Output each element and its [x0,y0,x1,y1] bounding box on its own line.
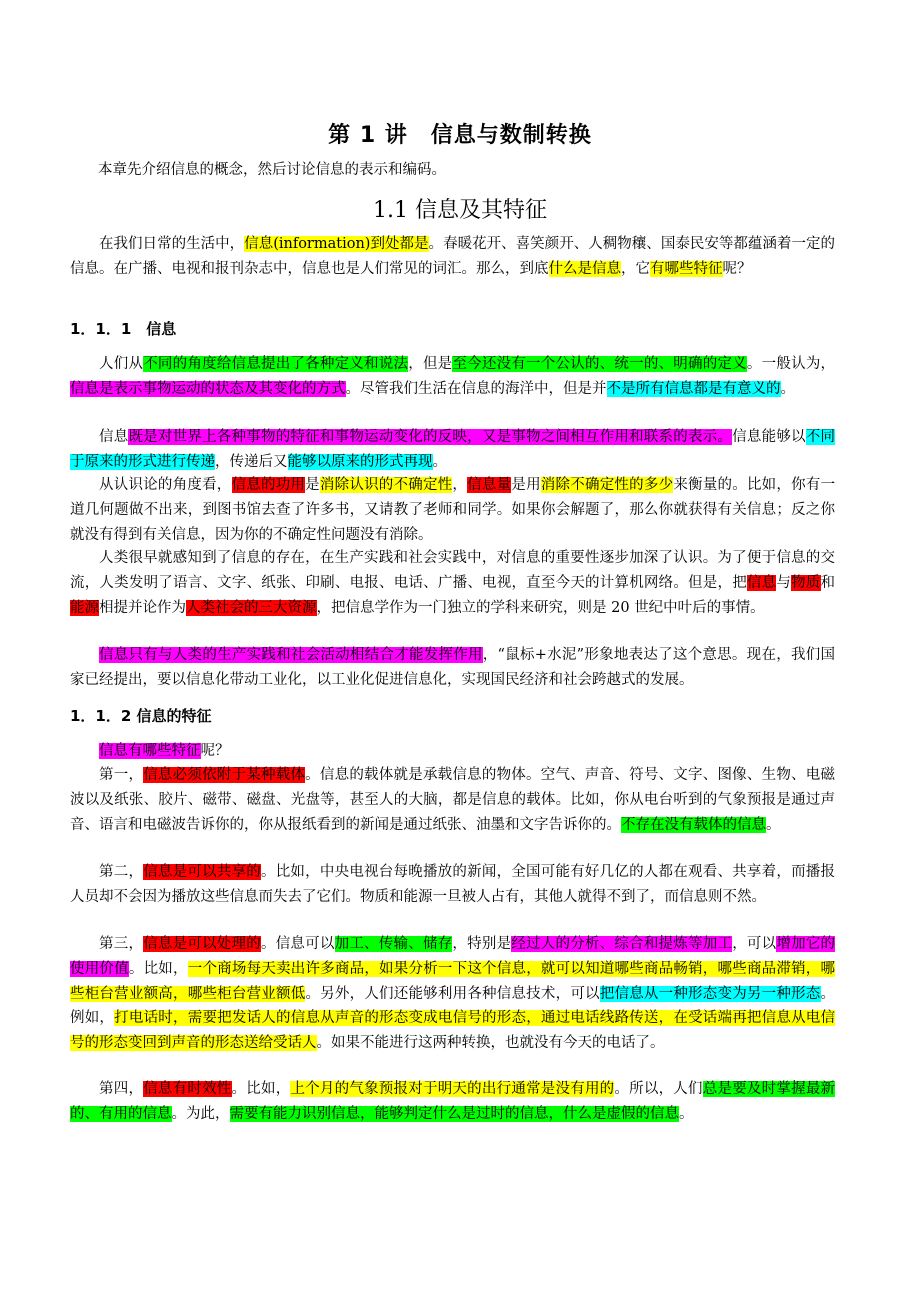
text-run: 来衡量的。比如，你有一道几何题做不出来，到图书馆去查了许多书，又请教了老师和同学。如果你会解题了，那么你就获得有关信息；反之你就没有得到有关信息，因为你的不确定性问题没有消除。 [70,477,836,543]
text-run: 是 [305,477,320,493]
highlighted-text: 信息必须依附于某种载体 [143,767,306,783]
text-run: 人类很早就感知到了信息的存在，在生产实践和社会实践中，对信息的重要性逐步加深了认识。为了便于信息的交流，人类发明了语言、文字、纸张、印刷、电报、电话、广播、电视，直至今天的计算机网络。但是，把 [70,550,835,591]
text-run: 。比如，中央电视台每晚播放的新闻，全国可能有好几亿的人都在观看、共享着，而播报人员却不会因为播放这些信息而失去了它们。物质和能源一旦被人占有，其他人就得不到了，而信息则不然。 [70,864,836,905]
highlighted-text: 什么是信息 [548,260,621,277]
paragraph-9 [70,860,835,910]
highlighted-text: 信息是可以共享的 [143,864,261,880]
highlighted-text: 经过人的分析、综合和提炼等加工 [511,936,733,952]
text-run: ，可以 [732,936,777,952]
text-run: 。 [432,453,447,470]
text-run: 。尽管我们生活在信息的海洋中，但是并 [345,380,607,397]
highlighted-text: 一个商场每天卖出许多商品，如果分析一下这个信息，就可以知道哪些商品畅销，哪些商品滞销，哪些柜台营业额高，哪些柜台营业额低 [70,960,836,1002]
highlighted-text: 消除认识的不确定性 [319,477,453,493]
paragraph-6 [70,643,835,693]
highlighted-text: 不存在没有载体的信息 [621,816,766,833]
text-run: 。 [780,380,795,397]
highlighted-text: 打电话时，需要把发话人的信息从声音的形态变成电信号的形态，通过电话线路传送，在受话端再把信息从电信号的形态变回到声音的形态送给受话人 [70,1010,836,1052]
text-run: 第一， [99,767,144,783]
text-run: ，特别是 [452,936,512,952]
text-run: 。 [766,816,781,833]
text-run: 。比如， [231,1081,291,1097]
highlighted-text: 能够以原来的形式再现 [287,453,433,470]
text-run: ，传递后又 [215,453,288,470]
highlighted-text: 加工、传输、储存 [334,936,453,952]
text-run: 人们从 [99,356,144,372]
text-run: 信息 [99,429,129,445]
paragraph-10 [70,932,835,1056]
highlighted-text: 把信息从一种形态变为另一种形态 [599,985,821,1002]
text-run: 。另外，人们还能够利用各种信息技术，可以 [305,985,600,1002]
highlighted-text: 人类社会的三大资源 [186,599,317,616]
text-run: 。比如， [128,960,188,977]
paragraph-7 [70,739,835,764]
paragraph-1 [70,232,835,282]
highlighted-text: 信息的功用 [231,477,306,493]
text-run: 在我们日常的生活中， [99,236,245,252]
highlighted-text: 既是对世界上各种事物的特征和事物运动变化的反映，又是事物之间相互作用和联系的表示。 [128,429,733,445]
text-run: 第二， [99,864,144,880]
intro-text: 本章先介绍信息的概念，然后讨论信息的表示和编码。 [98,162,446,178]
highlighted-text: 增加它的使用价值 [70,936,836,977]
text-run: ， [452,477,468,493]
highlighted-text: 信息 [746,574,777,591]
text-run: 相提并论作为 [99,599,186,616]
text-run: 。春暖花开、喜笑颜开、人稠物穰、国泰民安等都蕴涵着一定的信息。在广播、电视和报刊杂志中，信息也是人们常见的词汇。那么，到底 [70,236,836,277]
highlighted-text: 不同的角度给信息提出了各种定义和说法 [143,356,409,372]
text-run: 第四， [99,1081,144,1097]
highlighted-text: 上个月的气象预报对于明天的出行通常是没有用的 [290,1081,615,1097]
highlighted-text: 总是要及时掌握最新的、有用的信息 [70,1081,836,1122]
paragraph-8 [70,763,835,837]
paragraph-4 [70,473,835,547]
text-run: ，把信息学作为一门独立的学科来研究，则是 20 世纪中叶后的事情。 [316,599,765,616]
highlighted-text: 信息量 [467,477,512,493]
subsection-heading-111: 1．1．1 信息 [70,320,177,338]
text-run: 呢？ [722,260,752,277]
text-run: 。所以，人们 [614,1081,703,1097]
text-run: 。一般认为， [746,356,836,372]
text-run: 。 [679,1105,694,1122]
highlighted-text: 信息有哪些特征 [99,743,201,759]
subsection-heading-112: 1．1．2 信息的特征 [70,707,212,725]
highlighted-text: 物质 [791,574,821,591]
highlighted-text: 信息有时效性 [143,1081,232,1097]
highlighted-text: 信息是可以处理的 [143,936,261,952]
highlighted-text: 信息只有与人类的生产实践和社会活动相结合才能发挥作用 [99,647,483,663]
text-run: 信息能够以 [732,429,806,445]
highlighted-text: 至今还没有一个公认的、统一的、明确的定义 [452,356,747,372]
text-run: ，但是 [408,356,453,372]
text-run: 。如果不能进行这两种转换，也就没有今天的电话了。 [316,1035,665,1052]
paragraph-2 [70,352,835,402]
text-run: ，它 [621,260,650,277]
text-run: 。例如， [70,985,835,1027]
text-run: 。信息可以 [260,936,335,952]
highlighted-text: 消除不确定性的多少 [540,477,674,493]
text-run: 是用 [511,477,541,493]
highlighted-text: 信息(information)到处都是 [244,236,429,252]
highlighted-text: 不同于原来的形式进行传递 [70,429,836,470]
highlighted-text: 有哪些特征 [650,260,723,277]
highlighted-text: 不是所有信息都是有意义的 [606,380,781,397]
paragraph-5 [70,546,835,620]
text-run: 。信息的载体就是承载信息的物体。空气、声音、符号、文字、图像、生物、电磁波以及纸张、胶片、磁带、磁盘、光盘等，甚至人的大脑，都是信息的载体。比如，你从电台听到的气象预报是通过声音、语言和电磁波告诉你的，你从报纸看到的新闻是通过纸张、油墨和文字告诉你的。 [70,767,836,833]
page-title: 第 1 讲 信息与数制转换 [328,123,592,148]
text-run: ，“鼠标+水泥”形象地表达了这个意思。现在，我们国家已经提出，要以信息化带动工业化，以工业化促进信息化，实现国民经济和社会跨越式的发展。 [70,647,835,688]
highlighted-text: 信息是表示事物运动的状态及其变化的方式 [70,380,346,397]
section-title: 1.1 信息及其特征 [373,198,547,223]
paragraph-3 [70,425,835,475]
text-run: 与 [776,574,792,591]
text-run: 第三， [99,936,144,952]
highlighted-text: 需要有能力识别信息，能够判定什么是过时的信息，什么是虚假的信息 [229,1105,679,1122]
text-run: 和 [820,574,836,591]
text-run: 从认识论的角度看， [99,477,232,493]
text-run: 呢？ [200,743,230,759]
highlighted-text: 能源 [70,599,99,616]
text-run: 。为此， [171,1105,230,1122]
paragraph-11 [70,1077,835,1127]
